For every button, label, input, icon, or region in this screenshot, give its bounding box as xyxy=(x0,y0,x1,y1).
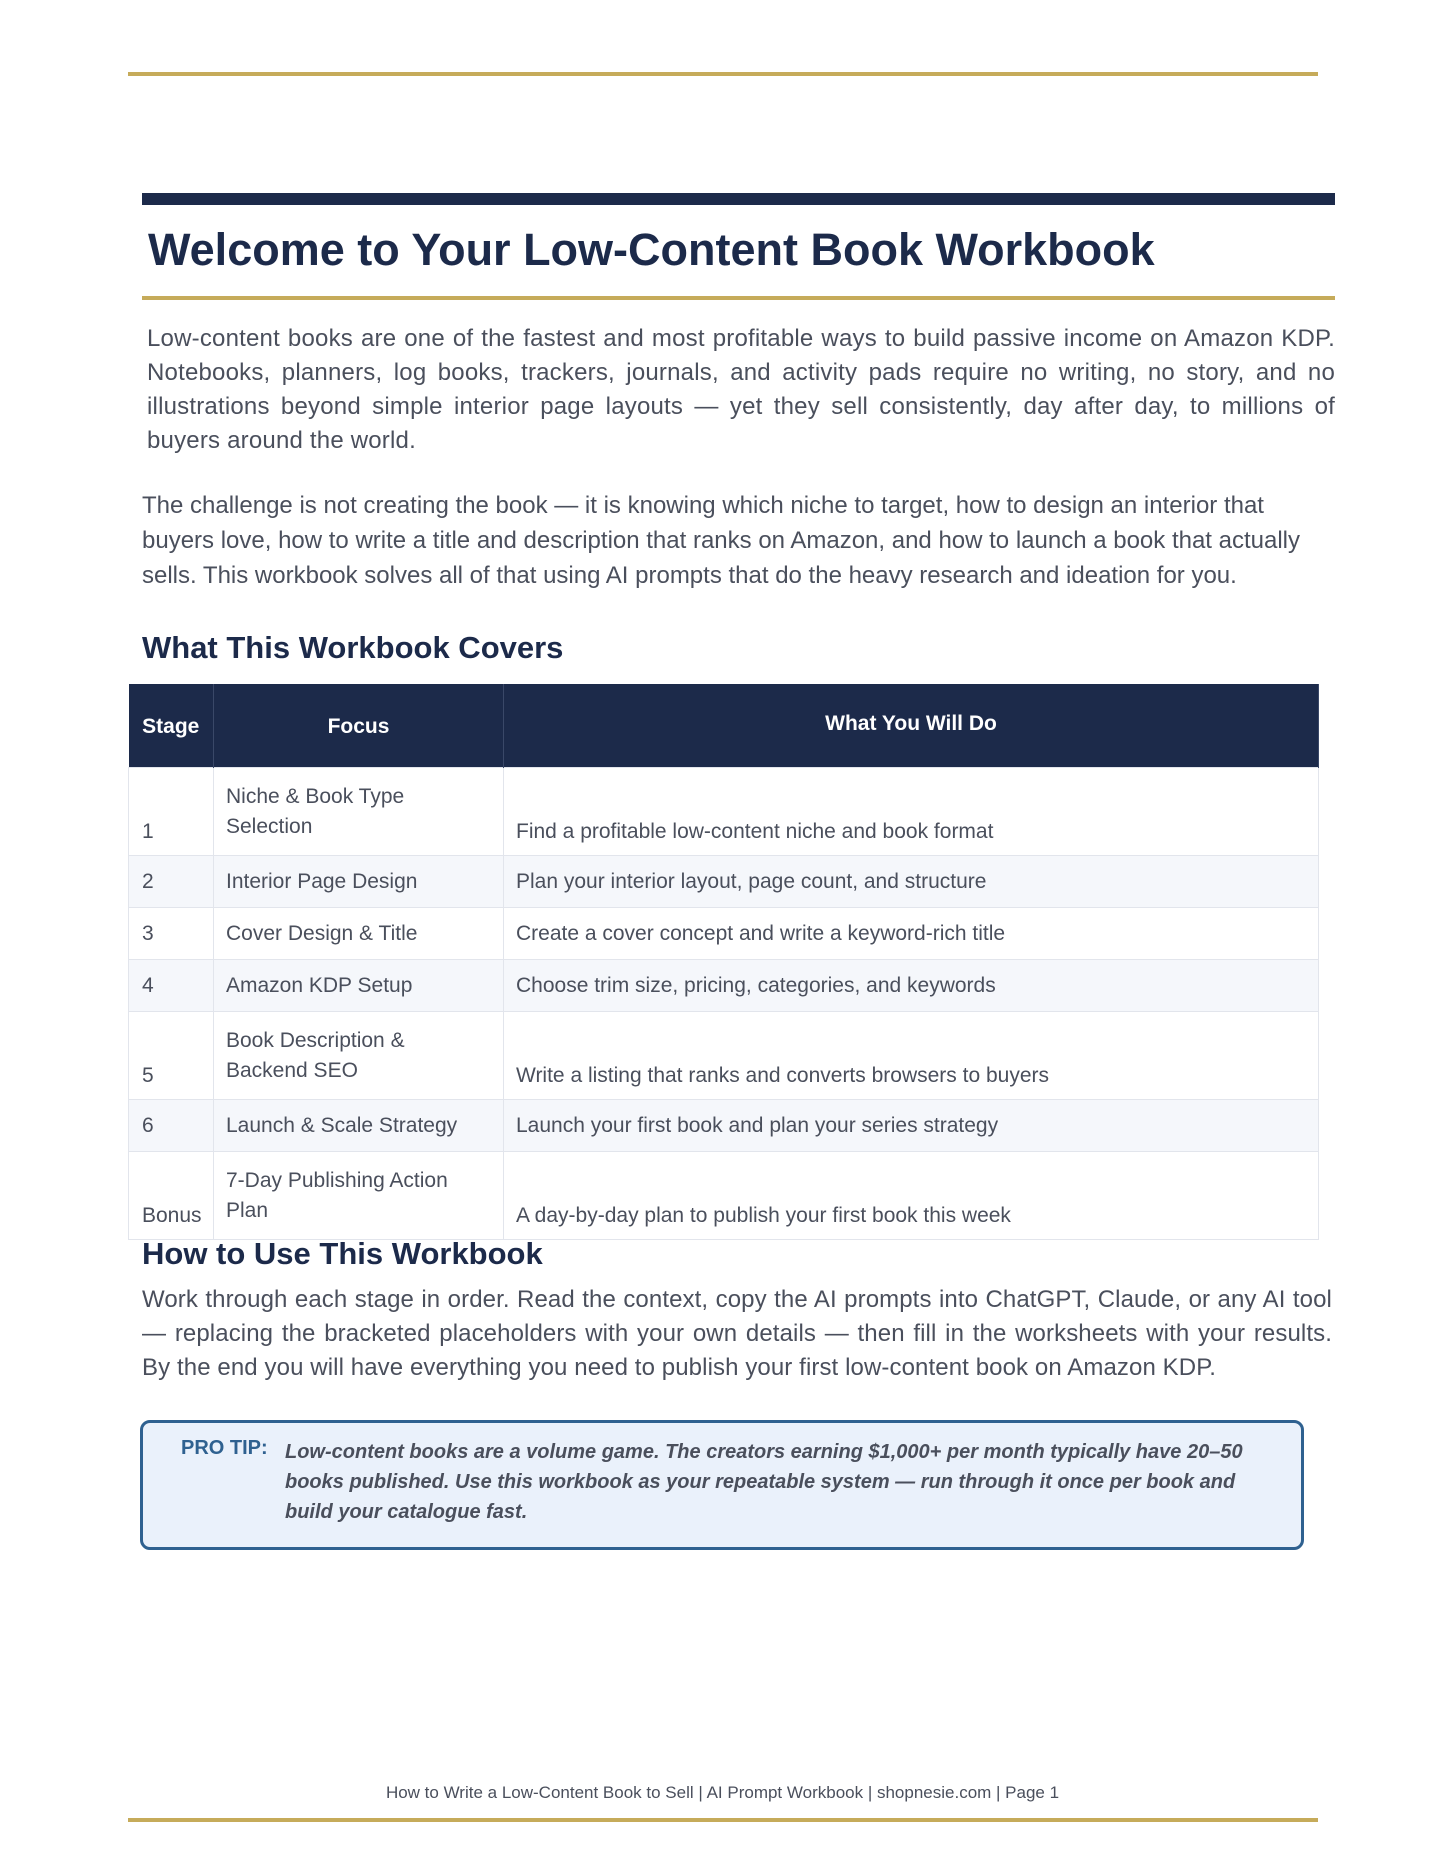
header-gold-rule xyxy=(128,72,1318,76)
focus-cell: Amazon KDP Setup xyxy=(214,960,504,1012)
title-gold-underline xyxy=(142,296,1335,300)
action-cell: Write a listing that ranks and converts browsers to buyers xyxy=(504,1012,1319,1100)
challenge-paragraph: The challenge is not creating the book — it is knowing which niche to target, how to design an interior that buyers love, how to write a title and description that ranks on Amazon, and how to launch a book that actually sells. This workbook solves all of that using AI prompts that do the heavy research and ideation for you. xyxy=(142,492,1301,589)
stage-cell: 1 xyxy=(129,768,214,856)
focus-cell: Launch & Scale Strategy xyxy=(214,1100,504,1152)
stage-cell: 6 xyxy=(129,1100,214,1152)
action-cell: A day-by-day plan to publish your first book this week xyxy=(504,1152,1319,1240)
stages-table xyxy=(128,684,1319,1240)
intro-paragraph: Low-content books are one of the fastest and most profitable ways to build passive income on Amazon KDP. Notebooks, planners, log books, trackers, journals, and activity pads require no writing, no story, and no illustrations beyond simple interior page layouts — yet they sell consistently, day after day, to millions of buyers around the world. xyxy=(147,325,1335,454)
table-row xyxy=(129,960,1319,1012)
title-accent-bar xyxy=(142,193,1335,205)
table-row xyxy=(129,768,1319,856)
page-footer: How to Write a Low-Content Book to Sell | AI Prompt Workbook | shopnesie.com | Page 1 xyxy=(385,1783,1060,1802)
action-cell: Launch your first book and plan your series strategy xyxy=(504,1100,1319,1152)
focus-cell: 7-Day Publishing Action Plan xyxy=(214,1152,504,1240)
stage-cell: 3 xyxy=(129,908,214,960)
table-row xyxy=(129,1012,1319,1100)
action-cell: Plan your interior layout, page count, and structure xyxy=(504,856,1319,908)
stage-cell: 4 xyxy=(129,960,214,1012)
table-row xyxy=(129,1100,1319,1152)
action-cell: Choose trim size, pricing, categories, and keywords xyxy=(504,960,1319,1012)
table-header-row xyxy=(129,684,1319,768)
table-row xyxy=(129,908,1319,960)
footer-gold-rule xyxy=(128,1818,1318,1822)
focus-cell: Book Description & Backend SEO xyxy=(214,1012,504,1100)
page-title: Welcome to Your Low-Content Book Workbook xyxy=(148,224,1155,275)
pro-tip-text: Low-content books are a volume game. The creators earning $1,000+ per month typically have 20–50 books published. Use this workbook as your repeatable system — run through it once per book and build your catalogue fast. xyxy=(285,1441,1243,1523)
focus-cell: Niche & Book Type Selection xyxy=(214,768,504,856)
how-to-heading: How to Use This Workbook xyxy=(142,1236,543,1271)
column-header-stage: Stage xyxy=(129,684,214,768)
table-row xyxy=(129,856,1319,908)
action-cell: Create a cover concept and write a keyword-rich title xyxy=(504,908,1319,960)
stage-cell: Bonus xyxy=(129,1152,214,1240)
column-header-focus: Focus xyxy=(214,684,504,768)
focus-cell: Interior Page Design xyxy=(214,856,504,908)
how-to-paragraph: Work through each stage in order. Read the context, copy the AI prompts into ChatGPT, Claude, or any AI tool — replacing the bracketed placeholders with your own details — then fill in the worksheets with your results. By the end you will have everything you need to publish your first low-content book on Amazon KDP. xyxy=(142,1286,1332,1381)
stage-cell: 2 xyxy=(129,856,214,908)
focus-cell: Cover Design & Title xyxy=(214,908,504,960)
stage-cell: 5 xyxy=(129,1012,214,1100)
action-cell: Find a profitable low-content niche and book format xyxy=(504,768,1319,856)
pro-tip-label: PRO TIP: xyxy=(181,1437,268,1459)
table-row xyxy=(129,1152,1319,1240)
covers-heading: What This Workbook Covers xyxy=(142,630,564,665)
pro-tip-callout xyxy=(140,1420,1304,1550)
column-header-action: What You Will Do xyxy=(504,684,1319,768)
